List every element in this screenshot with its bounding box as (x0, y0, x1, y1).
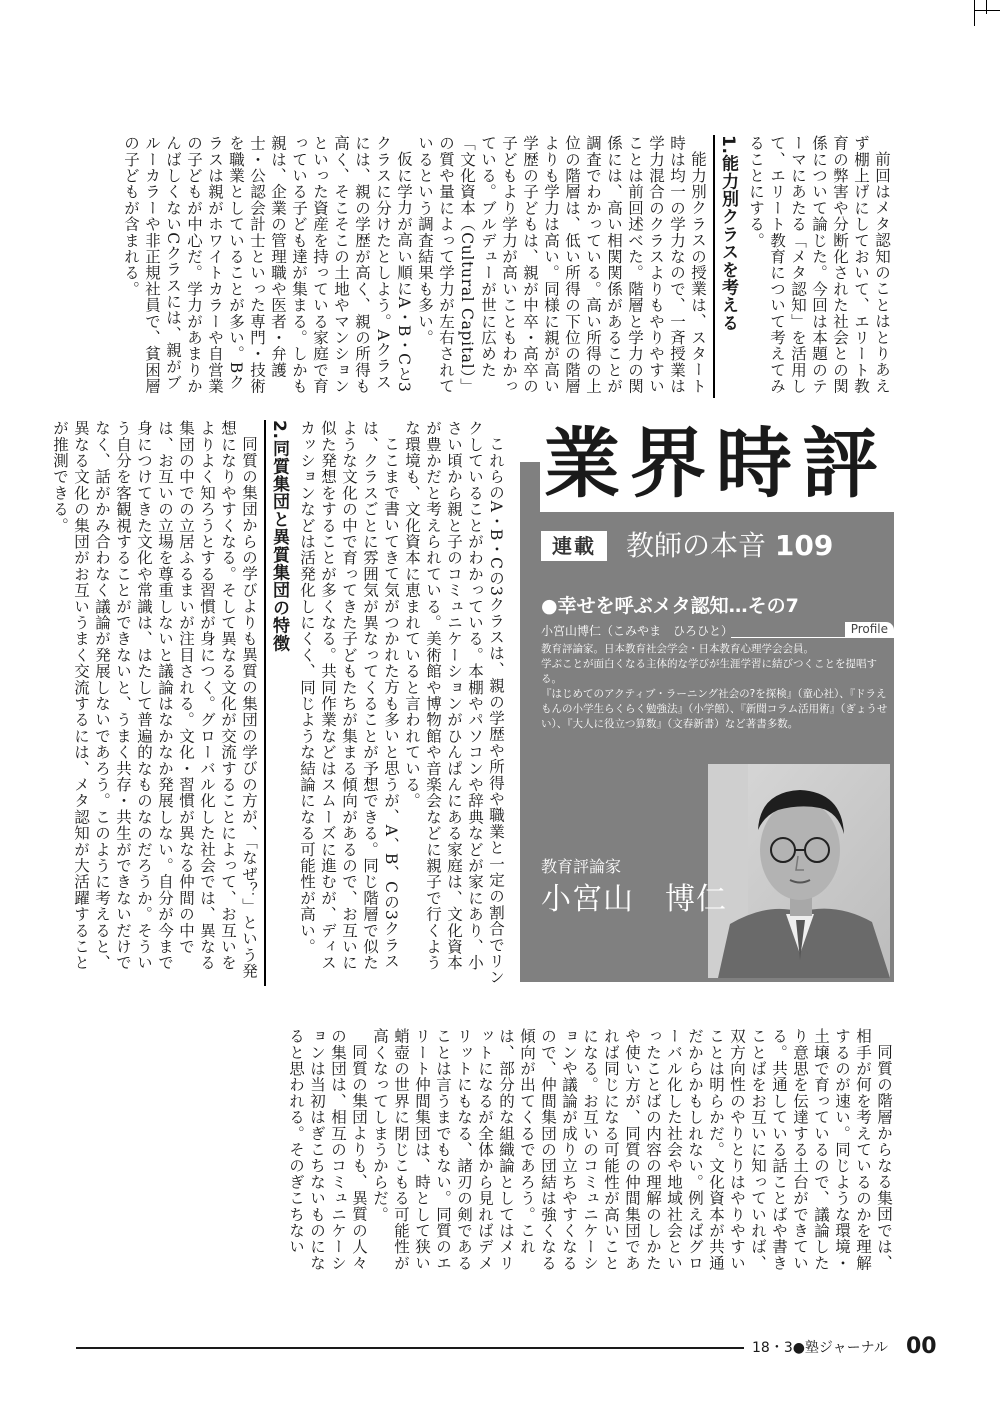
author-role: 教育評論家 (541, 857, 622, 876)
paragraph: 同質の集団よりも、異質の人々の集団は、相互のコミュニケーションは当初はぎこちないものになると思われる。そのぎこちない (287, 1028, 368, 1271)
profile-line: 学ぶことが面白くなる主体的な学びが生涯学習に結びつくことを提唱する。 (541, 658, 877, 685)
paragraph: 仮に学力が高い順にA・B・Cと3クラスに分けたとしよう。Aクラスには、親の学歴が高く、親の所得も高く、そこそこの土地やマンションといった資産を持っている家庭で育っている子ども達が集まる。しかも親は、企業の管理職や医者・弁護士・公認会計士といった専門・技術を職業としていることが多い。Bクラスは親がホワイトカラーや自営業の子どもが中心だ。学力があまりかんばしくないCクラスには、親がブルーカラーや非正規社員で、貧困層の子どもが含まれる。 (122, 135, 413, 395)
profile-divider (731, 637, 894, 638)
article-subtitle: ●幸せを呼ぶメタ認知…その7 (541, 595, 799, 617)
serial-number: 109 (774, 529, 834, 562)
paragraph: 能力別クラスの授業は、スタート時は均一の学力なので、一斉授業は学力混合のクラスよりもやりやすいことは前回述べた。階層と学力の関係には、高い相関関係があることが調査でわかっている。高い所得の上位の階層は、低い所得の下位の階層よりも学力は高い。同様に親が高い学歴の子どもは、親が中卒・高卒の子どもより学力が高いこともわかっている。ブルデューが世に広めた「文化資本（Cultural Capital）」の質や量によって学力が左右されているという調査結果も多い。 (416, 135, 707, 395)
paragraph: 同質の階層からなる集団では、相手が何を考えているのかを理解するのが速い。同じような環境・土壌で育っているので、議論したり意思を伝達する土台ができている。共通している話ことばや書きことばをお互いに知っていれば、双方向性のやりとりはやりやすいことは明らかだ。文化資本が共通だからかもしれない。例えばグローバル化した社会や地域社会といったことばの内容の理解のしかたや使い方が、同質の仲間集団であれば同じになる可能性が高いことになる。お互いのコミュニケーションや議論が成り立ちやすくなるので、仲間集団の団結は強くなる傾向が出てくるであろう。これは、部分的な組織論としてはメリットになるが全体から見ればデメリットにもなる、諸刃の剣であることは言うまでもない。同質のエリート仲間集団は、時として狭い蛸壺の世界に閉じこもる可能性が高くなってしまうからだ。 (371, 1028, 893, 1271)
profile-line: 教育評論家。日本教育社会学会・日本教育心理学会会員。 (541, 643, 814, 655)
column-title: 業界時評 (544, 419, 888, 508)
profile-row (541, 622, 894, 640)
intro-paragraph: 前回はメタ認知のことはとりあえず棚上げにしておいて、エリート教育の弊害や分断化された社会との関係について論じた。今回は本題のテーマにあたる「メタ認知」を活用して、エリート教育について考えてみることにする。 (747, 135, 891, 395)
section-heading-1: 1.能力別クラスを考える (713, 135, 740, 398)
profile-line: 『はじめてのアクティブ・ラーニング社会の?を探検』（童心社）、『ドラえもんの小学生らくらく勉強法』（小学館）、『新聞コラム活用術』（ぎょうせい）、『大人に役立つ算数』（文春新書）など著書多数。 (541, 688, 888, 730)
footer-rule (76, 1347, 744, 1349)
author-photo (708, 764, 890, 978)
article-column-top (106, 135, 892, 398)
serial-badge: 連載 (541, 531, 607, 561)
crop-mark (974, 10, 1000, 11)
profile-text (541, 642, 891, 732)
paragraph: これらのA・B・Cの3クラスは、親の学歴や所得や職業と一定の割合でリンクしていることがわかっている。本棚やパソコンや辞典などが家にあり、小さい頃から親と子のコミュニケーションがひんぱんにある家庭は、文化資本が豊かだと考えられている。美術館や博物館や音楽会などに親子で行くような環境も、文化資本に恵まれていると言われている。 (403, 420, 505, 985)
profile-tag: Profile (845, 622, 894, 637)
serial-name: 教師の本音 (626, 529, 767, 562)
footer-issue: 18・3●塾ジャーナル (752, 1340, 888, 1356)
article-column-bottom (104, 1028, 894, 1284)
crop-mark (974, 0, 975, 26)
author-reading: 小宮山博仁（こみやま ひろひと） (541, 624, 734, 638)
author-name: 小宮山 博仁 (541, 882, 727, 917)
paragraph: ここまで書いてきて気がつかれた方も多いと思うが、A、B、Cの3クラスは、クラスごとに雰囲気が異なってくることが予想できる。同じ階層で似たような文化の中で育ってきた子どもたちが集まる傾向があるので、お互いに似た発想をすることが多くなる。共同作業などはスムーズに進むが、ディスカッションなどは活発化しにくく、同じような結論になる可能性が高い。 (298, 420, 400, 971)
article-column-middle (51, 420, 506, 986)
paragraph: 同質の集団からの学びよりも異質の集団の学びの方が、「なぜ？」という発想になりやすくなる。そして異なる文化が交流することによって、お互いをよりよく知ろうとする習慣が身につく。グローバル化した社会では、異なる集団の中での立居ふるまいが注目される。文化・習慣が異なる仲間の中では、お互いの立場を尊重しないと議論はなかなか発展しない。自分が今まで身につけてきた文化や常識は、はたして普遍的なものなのだろうか。そういう自分を客観視することができないと、うまく共存・共生ができないだけでなく、話がかみ合わなく議論が発展しないであろう。このように考えると、異なる文化の集団がお互いうまく交流するには、メタ認知が大活躍することが推測できる。 (51, 420, 258, 979)
serial-title (626, 528, 833, 564)
page-number: 00 (906, 1334, 937, 1359)
crop-mark (986, 0, 987, 14)
section-heading-2: 2.同質集団と異質集団の特徴 (264, 420, 291, 986)
